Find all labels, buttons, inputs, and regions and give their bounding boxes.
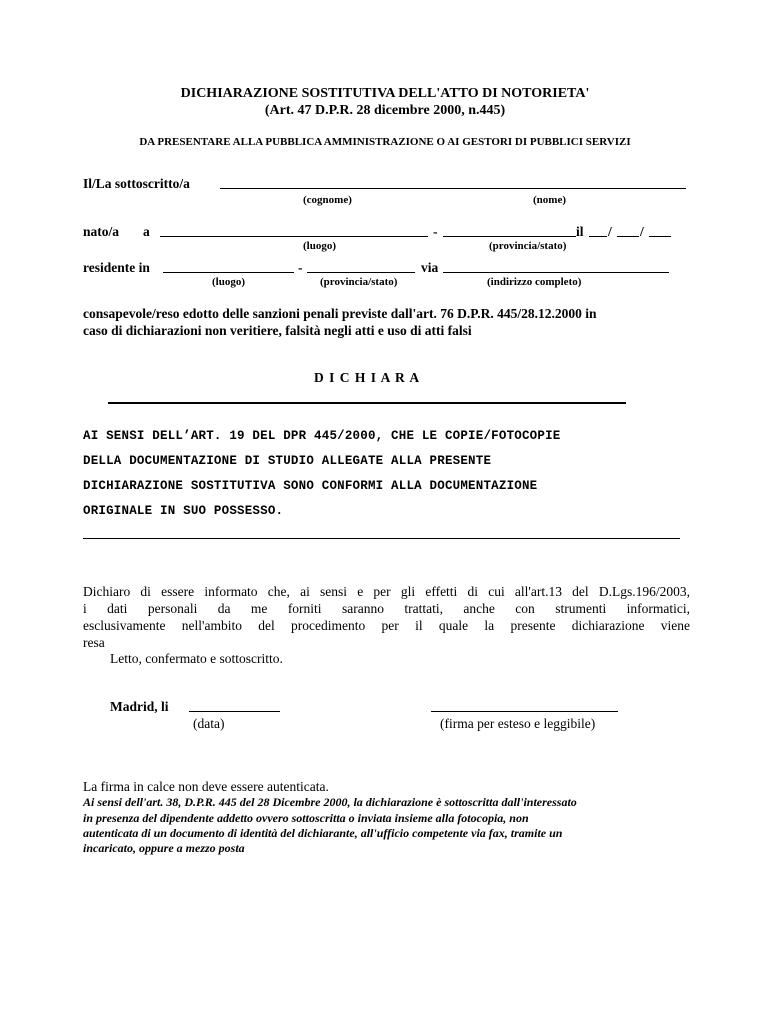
birth-province-field[interactable]	[443, 236, 576, 237]
residence-place-field[interactable]	[163, 272, 294, 273]
submission-note: DA PRESENTARE ALLA PUBBLICA AMMINISTRAZIONE O AI GESTORI DI PUBBLICI SERVIZI	[139, 136, 631, 148]
place-label: Madrid, li	[110, 699, 169, 714]
privacy-line: esclusivamente nell'ambito del procedimento per il quale la presente dichiarazione viene	[83, 618, 690, 633]
a-label: a	[143, 224, 150, 239]
confirm-text: Letto, confermato e sottoscritto.	[110, 651, 283, 666]
provincia-caption: (provincia/stato)	[489, 240, 567, 252]
divider	[83, 538, 680, 539]
date-slash: /	[640, 224, 644, 239]
nome-field[interactable]	[446, 188, 686, 189]
indirizzo-caption: (indirizzo completo)	[487, 276, 582, 288]
cognome-field[interactable]	[220, 188, 446, 189]
footer-italic-line: Ai sensi dell'art. 38, D.P.R. 445 del 28 Dicembre 2000, la dichiarazione è sottoscritta dall'interessato	[83, 795, 577, 809]
cognome-caption: (cognome)	[303, 194, 352, 206]
date-slash: /	[608, 224, 612, 239]
dichiara-heading: D I C H I A R A	[314, 370, 421, 385]
data-caption: (data)	[193, 716, 225, 731]
dash-separator: -	[298, 260, 303, 275]
footer-italic-line: autenticata di un documento di identità del dichiarante, all'ufficio competente via fax, tramite un	[83, 826, 563, 840]
res-provincia-caption: (provincia/stato)	[320, 276, 398, 288]
statement-line: DICHIARAZIONE SOSTITUTIVA SONO CONFORMI ALLA DOCUMENTAZIONE	[83, 479, 538, 493]
signature-field[interactable]	[431, 711, 618, 712]
address-field[interactable]	[443, 272, 669, 273]
birth-place-field[interactable]	[160, 236, 428, 237]
document-title: DICHIARAZIONE SOSTITUTIVA DELL'ATTO DI NOTORIETA'	[180, 86, 590, 101]
dash-separator: -	[433, 224, 438, 239]
statement-line: DELLA DOCUMENTAZIONE DI STUDIO ALLEGATE ALLA PRESENTE	[83, 454, 492, 468]
birth-year-field[interactable]	[649, 236, 671, 237]
sottoscritto-label: Il/La sottoscritto/a	[83, 176, 190, 191]
res-luogo-caption: (luogo)	[212, 276, 245, 288]
privacy-line: resa	[83, 635, 105, 650]
privacy-line: Dichiaro di essere informato che, ai sensi e per gli effetti di cui all'art.13 del D.Lgs.196/2003,	[83, 584, 690, 599]
divider	[108, 402, 626, 404]
residence-province-field[interactable]	[307, 272, 415, 273]
footer-italic-line: in presenza del dipendente addetto ovvero sottoscritta o inviata insieme alla fotocopia, non	[83, 811, 529, 825]
statement-line: ORIGINALE IN SUO POSSESSO.	[83, 504, 284, 518]
privacy-line: i dati personali da me forniti saranno trattati, anche con strumenti informatici,	[83, 601, 690, 616]
date-field[interactable]	[189, 711, 280, 712]
birth-day-field[interactable]	[589, 236, 607, 237]
birth-month-field[interactable]	[617, 236, 639, 237]
nato-label: nato/a	[83, 224, 120, 239]
footer-italic-line: incaricato, oppure a mezzo posta	[83, 841, 245, 855]
nome-caption: (nome)	[533, 194, 566, 206]
firma-caption: (firma per esteso e leggibile)	[440, 716, 596, 731]
via-label: via	[421, 260, 439, 275]
statement-line: AI SENSI DELL’ART. 19 DEL DPR 445/2000, CHE LE COPIE/FOTOCOPIE	[83, 429, 561, 443]
consapevole-line: caso di dichiarazioni non veritiere, falsità negli atti e uso di atti falsi	[83, 323, 472, 338]
il-label: il	[576, 224, 584, 239]
document-subtitle: (Art. 47 D.P.R. 28 dicembre 2000, n.445)	[264, 103, 506, 118]
footer-note: La firma in calce non deve essere autenticata.	[83, 779, 329, 794]
residente-label: residente in	[83, 260, 150, 275]
consapevole-line: consapevole/reso edotto delle sanzioni penali previste dall'art. 76 D.P.R. 445/28.12.2000 in	[83, 306, 597, 321]
luogo-caption: (luogo)	[303, 240, 336, 252]
